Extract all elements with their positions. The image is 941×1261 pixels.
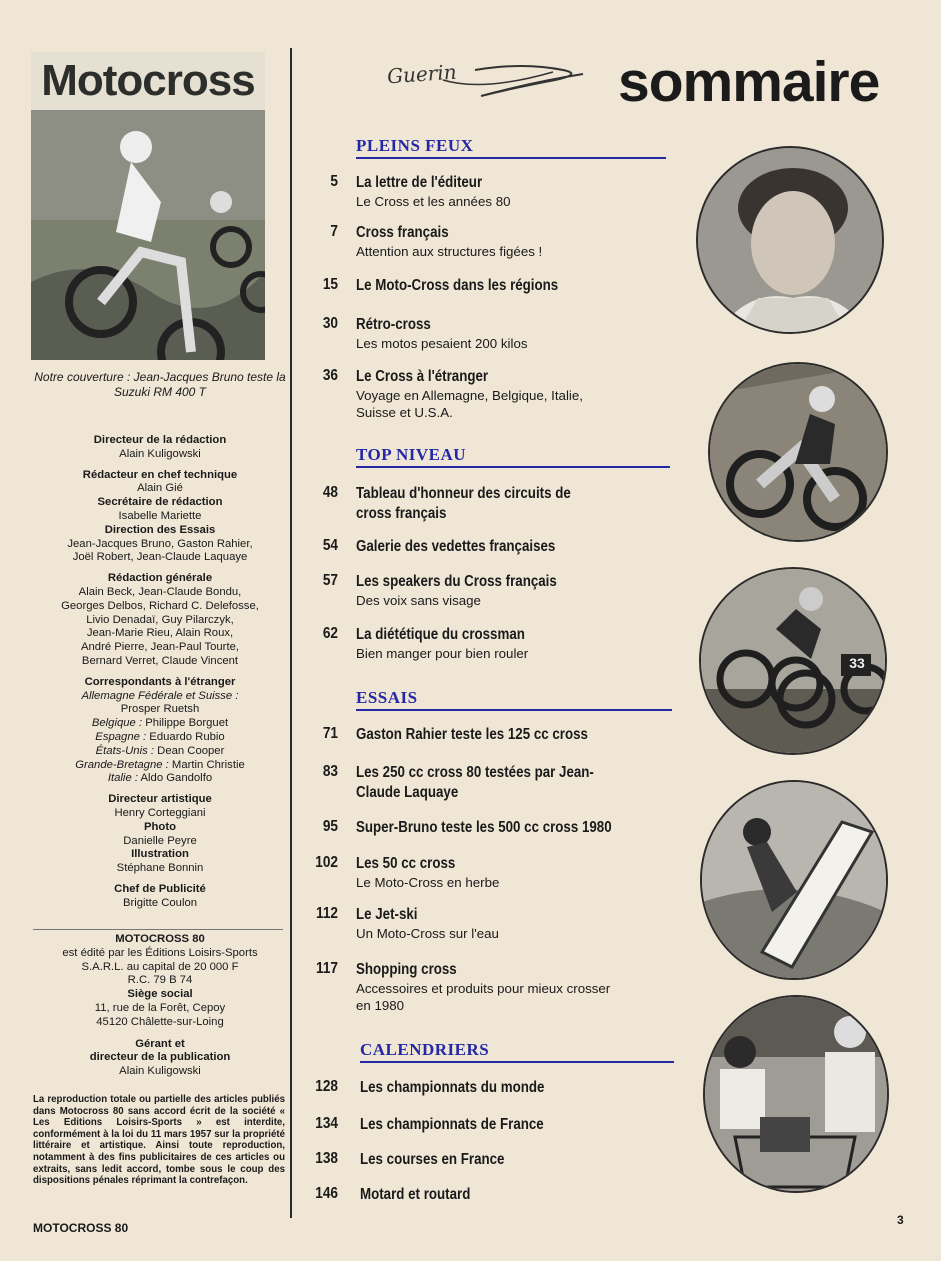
- toc-entry-title: Rétro-cross: [356, 316, 431, 333]
- race-number-plate: 33: [849, 655, 865, 671]
- staff-role: Secrétaire de rédaction: [97, 496, 223, 509]
- publisher-line: S.A.R.L. au capital de 20 000 F: [81, 960, 239, 973]
- staff-group: [24, 793, 296, 821]
- toc-entry-subtitle: Accessoires et produits pour mieux crosser en 1980: [356, 981, 611, 1013]
- toc-entry[interactable]: [360, 1185, 488, 1205]
- staff-role: Photo: [144, 820, 176, 833]
- toc-entry-title: Les speakers du Cross français: [356, 573, 557, 590]
- toc-entry-title: La diététique du crossman: [356, 626, 525, 643]
- section-rule: [360, 1061, 674, 1063]
- staff-group: [24, 572, 296, 669]
- section-rule: [356, 157, 666, 159]
- correspondant-line: Prosper Ruetsh: [120, 703, 200, 716]
- photo-shopping: [703, 995, 889, 1193]
- toc-entry[interactable]: [356, 725, 626, 745]
- toc-page-number: 128: [315, 1078, 338, 1095]
- staff-name: André Pierre, Jean-Paul Tourte,: [80, 641, 240, 654]
- correspondant-line: Grande-Bretagne : Martin Christie: [75, 758, 245, 771]
- staff-name: Isabelle Mariette: [118, 509, 202, 522]
- publisher-address: 45120 Châlette-sur-Loing: [96, 1015, 224, 1028]
- toc-entry-title: Galerie des vedettes françaises: [356, 538, 556, 555]
- toc-page-number: 102: [315, 854, 338, 871]
- toc-entry[interactable]: [356, 763, 647, 803]
- staff-role: Correspondants à l'étranger: [84, 675, 236, 688]
- toc-entry-title: La lettre de l'éditeur: [356, 174, 483, 191]
- toc-entry[interactable]: [360, 1078, 574, 1098]
- photo-rider-portrait: [696, 146, 884, 334]
- toc-page-number: 83: [322, 763, 338, 780]
- toc-entry[interactable]: [356, 315, 527, 352]
- toc-page-number: 71: [322, 725, 338, 742]
- toc-page-number: 146: [315, 1185, 338, 1202]
- section-heading: TOP NIVEAU: [356, 445, 467, 464]
- correspondant-line: Italie : Aldo Gandolfo: [107, 772, 213, 785]
- correspondant-line: Allemagne Fédérale et Suisse :: [81, 689, 239, 702]
- toc-entry[interactable]: [360, 1150, 528, 1170]
- toc-entry-title: Les courses en France: [360, 1151, 505, 1168]
- staff-name: Bernard Verret, Claude Vincent: [81, 654, 239, 667]
- photo-vintage-motocross: [708, 362, 888, 542]
- footer-magazine: MOTOCROSS 80: [33, 1221, 129, 1235]
- photo-illustration: [698, 148, 882, 332]
- toc-entry[interactable]: [356, 905, 499, 942]
- toc-entry[interactable]: [356, 818, 653, 838]
- toc-entry-title: Le Moto-Cross dans les régions: [356, 277, 559, 294]
- toc-entry-subtitle: Le Cross et les années 80: [356, 194, 511, 209]
- publisher-line: est édité par les Éditions Loisirs-Sports: [62, 946, 258, 959]
- staff-group-correspondants: [24, 676, 296, 786]
- cover-logo: Motocross: [31, 52, 265, 110]
- staff-name: Stéphane Bonnin: [116, 862, 204, 875]
- toc-page-number: 7: [330, 223, 338, 240]
- toc-entry[interactable]: [356, 537, 588, 557]
- toc-entry[interactable]: [356, 625, 552, 662]
- toc-page-number: 112: [315, 905, 338, 922]
- staff-role: Illustration: [131, 848, 189, 861]
- toc-page-number: 48: [322, 484, 338, 501]
- section-heading: ESSAIS: [356, 688, 418, 707]
- toc-entry-title: Les 250 cc cross 80 testées par Jean-Claude Laquaye: [356, 764, 594, 801]
- staff-name: Alain Beck, Jean-Claude Bondu,: [78, 585, 242, 598]
- toc-entry-subtitle: Le Moto-Cross en herbe: [356, 875, 500, 890]
- staff-role: Rédaction générale: [107, 572, 213, 585]
- cover-caption: Notre couverture : Jean-Jacques Bruno teste la Suzuki RM 400 T: [34, 370, 286, 399]
- toc-page-number: 57: [322, 572, 338, 589]
- toc-entry-subtitle: Un Moto-Cross sur l'eau: [356, 926, 499, 941]
- toc-entry-subtitle: Voyage en Allemagne, Belgique, Italie, Suisse et U.S.A.: [356, 388, 583, 420]
- publisher-info: [24, 933, 296, 1079]
- toc-page-number: 62: [322, 625, 338, 642]
- correspondant-line: États-Unis : Dean Cooper: [95, 744, 225, 757]
- staff-name: Brigitte Coulon: [122, 896, 198, 909]
- photo-illustration: [702, 782, 886, 978]
- toc-page-number: 36: [322, 367, 338, 384]
- page-title: sommaire: [618, 50, 880, 114]
- staff-name: Henry Corteggiani: [114, 806, 206, 819]
- toc-page-number: 54: [322, 537, 338, 554]
- toc-entry[interactable]: [356, 960, 621, 1014]
- staff-group: [24, 524, 296, 565]
- photo-riders-jumping: [699, 567, 887, 755]
- toc-page-number: 95: [322, 818, 338, 835]
- page-number: 3: [897, 1213, 904, 1227]
- toc-entry[interactable]: [356, 223, 542, 260]
- toc-page-number: 117: [315, 960, 338, 977]
- staff-group: [24, 821, 296, 849]
- cover-photo-illustration: [31, 52, 265, 360]
- toc-entry[interactable]: [356, 484, 647, 524]
- staff-role: Directeur de la rédaction: [93, 434, 227, 446]
- toc-entry[interactable]: [356, 367, 616, 421]
- staff-group: [24, 848, 296, 876]
- section-heading: CALENDRIERS: [360, 1040, 490, 1059]
- staff-masthead: [24, 434, 296, 911]
- staff-name: Alain Kuligowski: [119, 447, 201, 460]
- toc-entry-title: Gaston Rahier teste les 125 cc cross: [356, 726, 588, 743]
- staff-name: Georges Delbos, Richard C. Delefosse,: [61, 599, 259, 612]
- toc-entry-title: Les championnats du monde: [360, 1079, 545, 1096]
- photo-jet-ski: [700, 780, 888, 980]
- toc-entry-title: Les championnats de France: [360, 1116, 544, 1133]
- signature-text: Guerin: [386, 59, 458, 89]
- toc-page-number: 30: [322, 315, 338, 332]
- toc-entry[interactable]: [356, 854, 499, 891]
- toc-page-number: 5: [330, 173, 338, 190]
- toc-entry[interactable]: [356, 173, 511, 210]
- toc-page-number: 138: [315, 1150, 338, 1167]
- toc-entry-title: Le Jet-ski: [356, 906, 418, 923]
- correspondant-line: Belgique : Philippe Borguet: [91, 717, 229, 730]
- publisher-address: 11, rue de la Forêt, Cepoy: [94, 1001, 226, 1014]
- toc-entry-title: Tableau d'honneur des circuits de cross français: [356, 485, 571, 522]
- staff-name: Jean-Marie Rieu, Alain Roux,: [86, 627, 234, 640]
- staff-name: Alain Gié: [137, 482, 183, 495]
- legal-notice: La reproduction totale ou partielle des articles publiés dans Motocross 80 sans accord écrit de la société « Les Editions Loisirs-Sports » est interdite, conformément à la loi du 11 mars 1957 sur la propriété littéraire et artistique. Ainsi toute reproduction, notamment à des fins publicitaires de ces articles ou extraits, sans ledit accord, tombe sous le coup des dispositions pénales réprimant la contrefaçon.: [33, 1094, 285, 1187]
- toc-entry-title: Le Cross à l'étranger: [356, 368, 489, 385]
- staff-role: Rédacteur en chef technique: [82, 468, 238, 481]
- toc-entry-subtitle: Bien manger pour bien rouler: [356, 646, 529, 661]
- toc-entry-title: Shopping cross: [356, 961, 457, 978]
- staff-role: Direction des Essais: [104, 523, 216, 536]
- toc-page-number: 15: [322, 276, 338, 293]
- staff-name: Joël Robert, Jean-Claude Laquaye: [72, 551, 248, 564]
- toc-entry-subtitle: Attention aux structures figées !: [356, 244, 543, 259]
- correspondant-line: Espagne : Eduardo Rubio: [95, 730, 225, 743]
- toc-page-number: 134: [315, 1115, 338, 1132]
- publisher-manager-label: directeur de la publication: [89, 1051, 231, 1064]
- divider: [33, 929, 283, 930]
- staff-group: [24, 883, 296, 911]
- section-rule: [356, 709, 672, 711]
- toc-entry[interactable]: [356, 572, 589, 609]
- publisher-line: R.C. 79 B 74: [127, 974, 193, 987]
- publisher-manager: Alain Kuligowski: [119, 1065, 201, 1078]
- staff-group: [24, 469, 296, 497]
- toc-entry-title: Motard et routard: [360, 1186, 471, 1203]
- toc-entry-title: Super-Bruno teste les 500 cc cross 1980: [356, 819, 612, 836]
- toc-entry-subtitle: Les motos pesaient 200 kilos: [356, 336, 528, 351]
- photo-illustration: [710, 364, 886, 540]
- photo-illustration: [705, 997, 887, 1191]
- toc-entry-title: Cross français: [356, 224, 449, 241]
- toc-entry-title: Les 50 cc cross: [356, 855, 456, 872]
- signature: [383, 52, 593, 104]
- staff-role: Directeur artistique: [108, 793, 212, 806]
- section-heading: PLEINS FEUX: [356, 136, 474, 155]
- toc-entry[interactable]: [360, 1115, 574, 1135]
- publisher-seat-label: Siège social: [127, 988, 193, 1001]
- staff-name: Jean-Jacques Bruno, Gaston Rahier,: [67, 537, 253, 550]
- toc-entry-subtitle: Des voix sans visage: [356, 593, 481, 608]
- toc-entry[interactable]: [356, 276, 591, 296]
- publisher-manager-label: Gérant et: [135, 1037, 185, 1050]
- staff-name: Livio Denadaï, Guy Pilarczyk,: [86, 613, 234, 626]
- column-divider: [290, 48, 292, 1218]
- staff-role: Chef de Publicité: [114, 882, 206, 895]
- staff-name: Danielle Peyre: [123, 834, 197, 847]
- staff-group: [24, 496, 296, 524]
- staff-group: [24, 434, 296, 462]
- cover-image: [31, 52, 265, 360]
- publisher-magazine: MOTOCROSS 80: [115, 933, 205, 945]
- section-rule: [356, 466, 670, 468]
